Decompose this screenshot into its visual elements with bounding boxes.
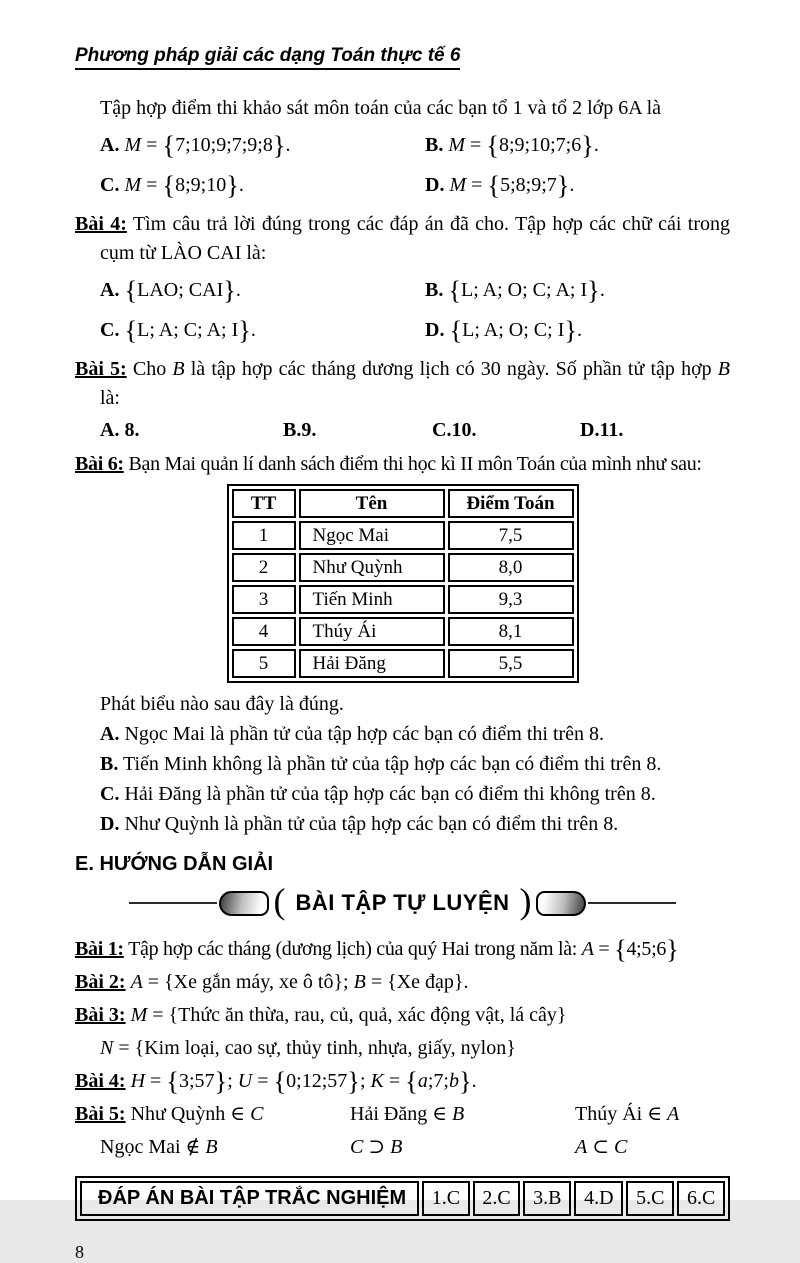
option: [283, 416, 432, 445]
answer-key-cell: 6.C: [677, 1181, 725, 1216]
running-head: Phương pháp giải các dạng Toán thực tế 6: [75, 45, 460, 70]
banner-capsule-right: [536, 891, 586, 916]
solution-label: Bài 3:: [75, 1004, 126, 1026]
solution-item: Thúy Ái ∈ A: [575, 1103, 680, 1125]
cell-name: Thúy Ái: [299, 617, 445, 646]
answer-key-row: [80, 1181, 725, 1216]
solution-bai3-line2: [75, 1032, 730, 1065]
column-header: Tên: [299, 489, 445, 518]
bai5-options: [75, 416, 730, 445]
cell-name: Như Quỳnh: [299, 553, 445, 582]
banner-title: BÀI TẬP TỰ LUYỆN: [295, 890, 510, 915]
bai6-question: [75, 450, 730, 479]
solution-bai3: [75, 999, 730, 1032]
answer-key-cell: 4.D: [574, 1181, 623, 1216]
statement: [75, 749, 730, 779]
cell-tt: 4: [232, 617, 296, 646]
solution-label: Bài 2:: [75, 971, 126, 993]
option-math: {L; A; O; C; I}.: [449, 315, 583, 346]
solution-math: N = {Kim loại, cao sự, thủy tinh, nhựa, giấy, nylon}: [100, 1037, 516, 1059]
option-math: M = {8;9;10}.: [124, 170, 244, 201]
option-math: {L; A; C; A; I}.: [124, 315, 256, 346]
answer-key-cell: 3.B: [523, 1181, 571, 1216]
option: [425, 170, 730, 201]
solution-item: [75, 1098, 350, 1131]
cell-name: Tiến Minh: [299, 585, 445, 614]
answer-key-title: ĐÁP ÁN BÀI TẬP TRẮC NGHIỆM: [80, 1181, 419, 1216]
option-label: C.: [100, 174, 120, 196]
bai6-prompt: Phát biểu nào sau đây là đúng.: [100, 693, 344, 715]
option: [425, 275, 730, 306]
banner-capsule-left: [219, 891, 269, 916]
solution-math: Tập hợp các tháng (dương lịch) của quý Hai trong năm là: A = {4;5;6}: [128, 934, 679, 965]
bai4-options: [75, 275, 730, 346]
solution-item: C ⊃ B: [350, 1136, 403, 1158]
cell-score: 7,5: [448, 521, 574, 550]
statement-label: C.: [100, 783, 120, 805]
column-header: TT: [232, 489, 296, 518]
option: [432, 416, 580, 445]
solution-bai5-row2: [75, 1131, 730, 1164]
score-table-row: [232, 553, 574, 582]
cell-tt: 5: [232, 649, 296, 678]
solution-math: H = {3;57}; U = {0;12;57}; K = {a;7;b}.: [130, 1066, 477, 1097]
option: [100, 130, 425, 161]
option-label: A.: [100, 134, 120, 156]
solution-math: A = {Xe gắn máy, xe ô tô}; B = {Xe đạp}.: [130, 971, 469, 993]
page-number: 8: [75, 1242, 84, 1262]
option: [100, 170, 425, 201]
option-label: C.: [100, 319, 120, 341]
bai5-label: Bài 5:: [75, 358, 127, 380]
bai4-text: Tìm câu trả lời đúng trong các đáp án đã cho. Tập hợp các chữ cái trong cụm từ LÀO CAI là:: [100, 213, 731, 264]
statement-text: Hải Đăng là phần tử của tập hợp các bạn có điểm thi không trên 8.: [124, 783, 656, 805]
solution-math: Như Quỳnh ∈ C: [130, 1103, 264, 1125]
banner-paren-left: (: [273, 880, 286, 921]
cell-name: Ngọc Mai: [299, 521, 445, 550]
cell-score: 5,5: [448, 649, 574, 678]
cell-score: 9,3: [448, 585, 574, 614]
statement-label: B.: [100, 753, 119, 775]
option-text: B.9.: [283, 419, 317, 441]
bai6-label: Bài 6:: [75, 453, 124, 475]
statement-text: Tiến Minh không là phần tử của tập hợp các bạn có điểm thi trên 8.: [122, 753, 662, 775]
bai5-question: [75, 355, 730, 413]
option-label: D.: [425, 174, 445, 196]
option: [425, 130, 730, 161]
option: [100, 416, 283, 445]
solution-item: Hải Đăng ∈ B: [350, 1103, 465, 1125]
statement-text: Ngọc Mai là phần tử của tập hợp các bạn có điểm thi trên 8.: [124, 723, 605, 745]
statement-text: Như Quỳnh là phần tử của tập hợp các bạn có điểm thi trên 8.: [124, 813, 619, 835]
answer-key-cell: 1.C: [422, 1181, 470, 1216]
solution-math: M = {Thức ăn thừa, rau, củ, quả, xác động vật, lá cây}: [130, 1004, 567, 1026]
solution-bai2: [75, 966, 730, 999]
banner-rule-left: [129, 902, 217, 904]
answer-key-table: [75, 1176, 730, 1221]
statement: [75, 779, 730, 809]
solution-item: A ⊂ C: [575, 1136, 628, 1158]
statement-label: D.: [100, 813, 120, 835]
score-table-row: [232, 617, 574, 646]
option-text: D.11.: [580, 419, 624, 441]
bai6-text: Bạn Mai quản lí danh sách điểm thi học kì II môn Toán của mình như sau:: [128, 453, 702, 475]
option-text: C.10.: [432, 419, 477, 441]
option: [425, 315, 730, 346]
option-label: B.: [425, 134, 444, 156]
option-label: B.: [425, 279, 444, 301]
cell-score: 8,0: [448, 553, 574, 582]
option-math: M = {5;8;9;7}.: [449, 170, 575, 201]
option-label: D.: [425, 319, 445, 341]
solution-label: Bài 1:: [75, 938, 124, 960]
solution-bai1: [75, 933, 730, 966]
solution-bai4: [75, 1065, 730, 1098]
option-text: A. 8.: [100, 419, 140, 441]
score-table-row: [232, 585, 574, 614]
section-e-heading: E. HƯỚNG DẪN GIẢI: [75, 853, 274, 875]
option-math: M = {8;9;10;7;6}.: [448, 130, 599, 161]
option: [100, 275, 425, 306]
bai5-text: Cho B là tập hợp các tháng dương lịch có 30 ngày. Số phần tử tập hợp B là:: [100, 358, 731, 409]
cell-tt: 3: [232, 585, 296, 614]
option: [100, 315, 425, 346]
option-math: M = {7;10;9;7;9;8}.: [124, 130, 291, 161]
statement: [75, 719, 730, 749]
option-math: {L; A; O; C; A; I}.: [448, 275, 605, 306]
solution-item: Ngọc Mai ∉ B: [100, 1136, 218, 1158]
bai4-question: [75, 210, 730, 268]
cell-score: 8,1: [448, 617, 574, 646]
answer-key-cell: 2.C: [473, 1181, 521, 1216]
cell-tt: 2: [232, 553, 296, 582]
score-table-header-row: [232, 489, 574, 518]
q3-options: [75, 130, 730, 201]
column-header: Điểm Toán: [448, 489, 574, 518]
practice-banner: [75, 880, 730, 921]
answer-key-cell: 5.C: [626, 1181, 674, 1216]
score-table-row: [232, 521, 574, 550]
solution-bai5-row1: [75, 1098, 730, 1131]
cell-name: Hải Đăng: [299, 649, 445, 678]
solution-label: Bài 5:: [75, 1103, 126, 1125]
banner-paren-right: ): [519, 880, 532, 921]
score-table-row: [232, 649, 574, 678]
bai4-label: Bài 4:: [75, 213, 127, 235]
cell-tt: 1: [232, 521, 296, 550]
score-table: [227, 484, 579, 683]
option-label: A.: [100, 279, 120, 301]
statement-label: A.: [100, 723, 120, 745]
solution-label: Bài 4:: [75, 1070, 126, 1092]
q3-intro: Tập hợp điểm thi khảo sát môn toán của các bạn tổ 1 và tổ 2 lớp 6A là: [100, 97, 662, 119]
statement: [75, 809, 730, 839]
banner-rule-right: [588, 902, 676, 904]
option-math: {LAO; CAI}.: [124, 275, 241, 306]
option: [580, 416, 730, 445]
